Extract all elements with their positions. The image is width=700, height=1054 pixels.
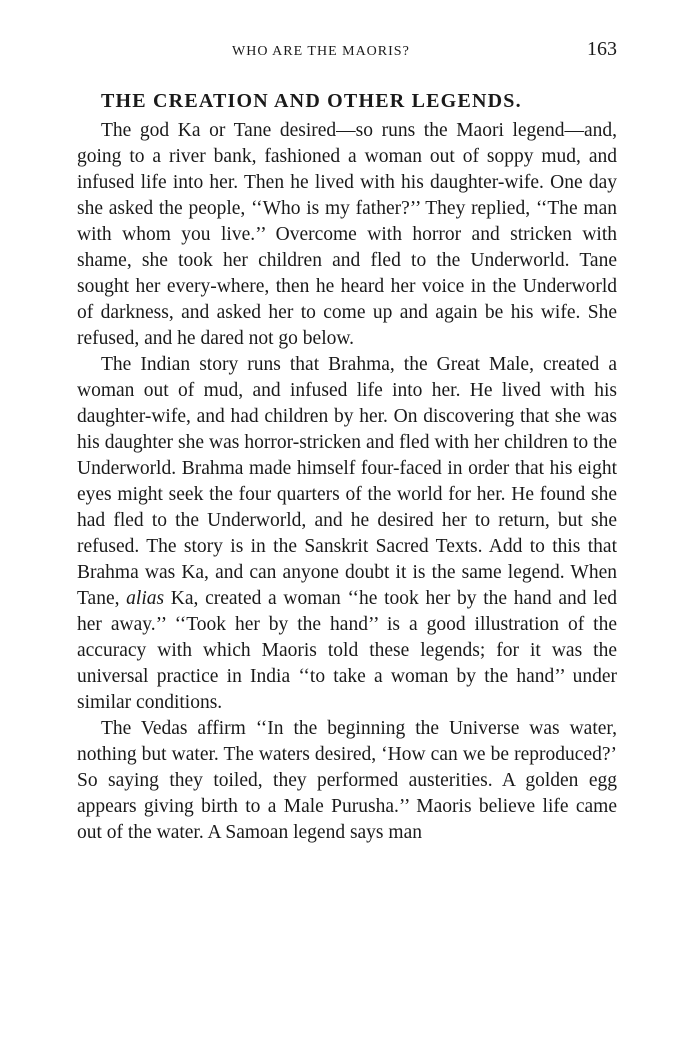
book-page bbox=[77, 38, 617, 846]
running-title: WHO ARE THE MAORIS? bbox=[232, 44, 410, 59]
paragraph-maori-legend: The god Ka or Tane desired—so runs the Maori legend—and, going to a river bank, fashioned a woman out of soppy mud, and infused life into her. Then he lived with his daughter-wife. One day she asked the people, ‘‘Who is my father?’’ They replied, ‘‘The man with whom you live.’’ Overcome with horror and stricken with shame, she took her children and fled to the Underworld. Tane sought her every-where, then he heard her voice in the Underworld of darkness, and asked her to come up and again be his wife. She refused, and he dared not go below. bbox=[77, 120, 617, 349]
running-header bbox=[77, 38, 617, 68]
section-heading: THE CREATION AND OTHER LEGENDS. bbox=[101, 90, 522, 112]
paragraph-vedas: The Vedas affirm ‘‘In the beginning the Universe was water, nothing but water. The waters desired, ‘How can we be reproduced?’ So saying they toiled, they performed austerities. A golden egg appears giving birth to a Male Purusha.’’ Maoris believe life came out of the water. A Samoan legend says man bbox=[77, 718, 617, 843]
paragraph-text-before-italic: The Indian story runs that Brahma, the Great Male, created a woman out of mud, and infused life into her. He lived with his daughter-wife, and had children by her. On discovering that she was his daughter she was horror-stricken and fled with her children to the Underworld. Brahma made himself four-faced in order that his eight eyes might seek the four quarters of the world for her. He found she had fled to the Underworld, and he desired her to return, but she refused. The story is in the Sanskrit Sacred Texts. Add to this that Brahma was Ka, and can anyone doubt it is the same legend. When Tane, bbox=[77, 354, 617, 609]
page-number: 163 bbox=[587, 38, 617, 60]
paragraph-indian-story bbox=[77, 352, 617, 716]
paragraph-text-after-italic: Ka, created a woman ‘‘he took her by the hand and led her away.’’ ‘‘Took her by the hand’’ is a good illustration of the accuracy with which Maoris told these legends; for it was the universal practice in India ‘‘to take a woman by the hand’’ under similar conditions. bbox=[77, 588, 617, 713]
italic-word: alias bbox=[126, 588, 165, 609]
